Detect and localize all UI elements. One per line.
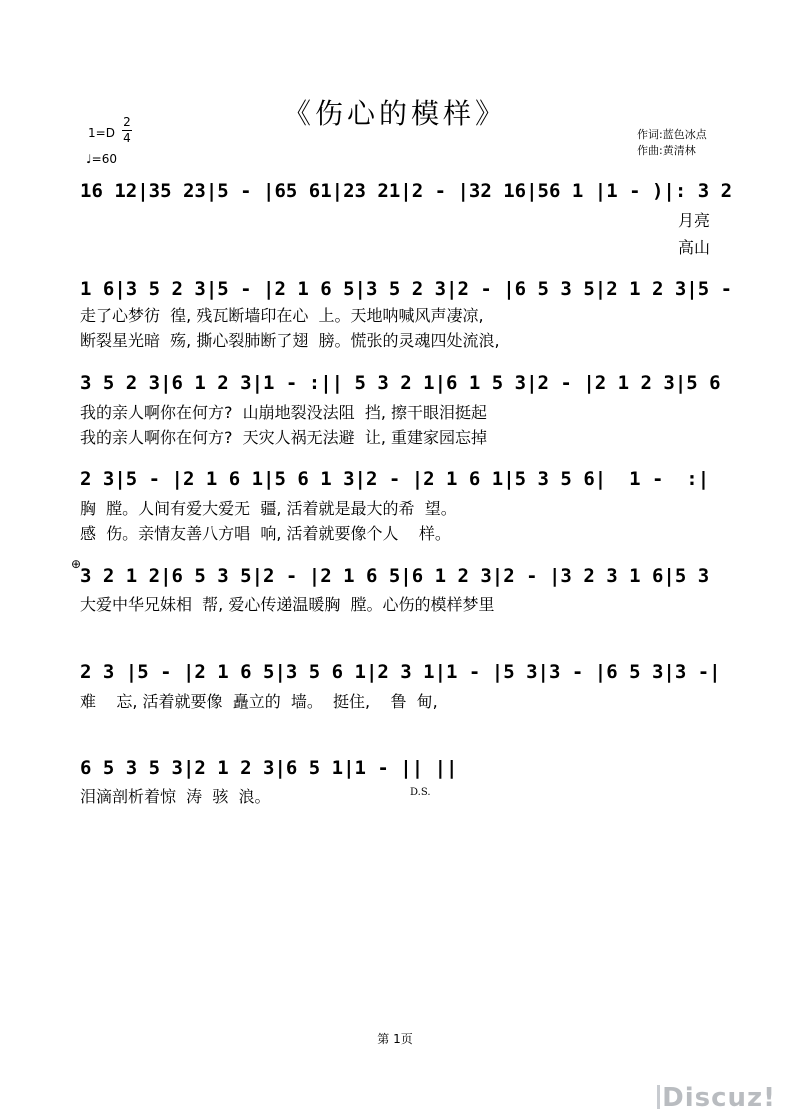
time-signature: [122, 116, 132, 145]
credits: [637, 127, 707, 159]
watermark-bar-icon: [657, 1085, 660, 1109]
notation-row-1: 16 12|35 23|5 - |65 61|23 21|2 - |32 16|56 1 |1 - )|: 3 2: [80, 180, 733, 202]
lyric-row-3-verse-2: 我的亲人啊你在何方? 天灾人祸无法避 让, 重建家园忘掉: [80, 428, 488, 447]
time-signature-bottom: 4: [123, 131, 131, 145]
notation-row-2: 1 6|3 5 2 3|5 - |2 1 6 5|3 5 2 3|2 - |6 5 3 5|2 1 2 3|5 -: [80, 278, 733, 300]
notation-row-3: 3 5 2 3|6 1 2 3|1 - :|| 5 3 2 1|6 1 5 3|2 - |2 1 2 3|5 6: [80, 372, 721, 394]
lyric-pickup-1: 月亮: [678, 211, 711, 230]
time-signature-top: 2: [123, 115, 131, 129]
notation-row-7: 6 5 3 5 3|2 1 2 3|6 5 1|1 - || ||: [80, 757, 458, 779]
song-title: 《伤心的模样》: [282, 97, 507, 130]
lyric-pickup-2: 高山: [678, 238, 711, 257]
lyric-row-2-verse-2: 断裂星光暗 殇, 撕心裂肺断了翅 膀。慌张的灵魂四处流浪,: [80, 331, 500, 350]
lyric-row-2-verse-1: 走了心梦彷 徨, 残瓦断墙印在心 上。天地呐喊风声凄凉,: [80, 306, 484, 325]
lyric-row-4-verse-2: 感 伤。亲情友善八方唱 响, 活着就要像个人 样。: [80, 524, 451, 543]
coda-icon: ⊕: [71, 557, 82, 571]
notation-row-6: 2 3 |5 - |2 1 6 5|3 5 6 1|2 3 1|1 - |5 3|3 - |6 5 3|3 -|: [80, 661, 721, 683]
lyricist-credit: 作词:蓝色冰点: [637, 128, 707, 141]
notation-row-5: 3 2 1 2|6 5 3 5|2 - |2 1 6 5|6 1 2 3|2 - |3 2 3 1 6|5 3: [80, 565, 710, 587]
key-signature: 1=D: [88, 126, 115, 140]
notation-row-4: 2 3|5 - |2 1 6 1|5 6 1 3|2 - |2 1 6 1|5 3 5 6| 1 - :|: [80, 468, 710, 490]
lyric-row-5: 大爱中华兄妹相 帮, 爱心传递温暖胸 膛。心伤的模样梦里: [80, 595, 495, 614]
lyric-row-7: 泪滴剖析着惊 涛 骇 浪。: [80, 787, 271, 806]
page-number: 第 1页: [377, 1032, 413, 1046]
watermark: Discuz!: [662, 1083, 776, 1113]
lyric-row-6: 难 忘, 活着就要像 矗立的 墙。 挺住, 鲁 甸,: [80, 692, 438, 711]
composer-credit: 作曲:黄清林: [637, 144, 696, 157]
dal-segno-marking: D.S.: [410, 787, 431, 798]
lyric-row-3-verse-1: 我的亲人啊你在何方? 山崩地裂没法阻 挡, 擦干眼泪挺起: [80, 403, 488, 422]
tempo-marking: ♩=60: [86, 152, 117, 166]
lyric-row-4-verse-1: 胸 膛。人间有爱大爱无 疆, 活着就是最大的希 望。: [80, 499, 457, 518]
